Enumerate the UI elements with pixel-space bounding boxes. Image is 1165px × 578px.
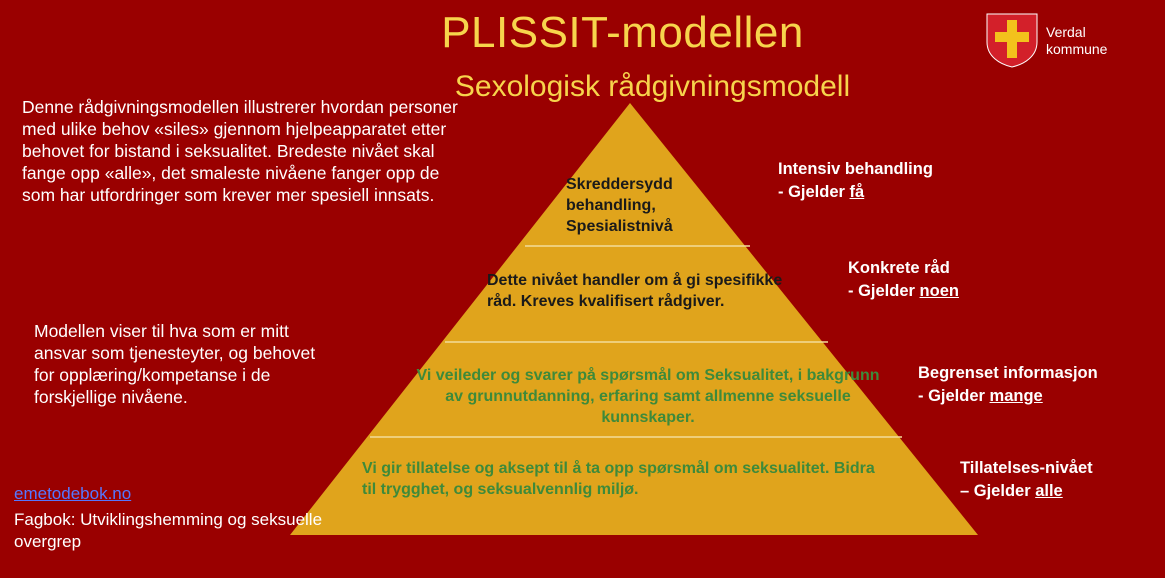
side-label-prefix: - Gjelder [848, 282, 920, 300]
logo-line-2: kommune [1046, 41, 1108, 57]
logo-line-1: Verdal [1046, 24, 1086, 40]
side-label-prefix: – Gjelder [960, 482, 1036, 500]
intro-text: Denne rådgivningsmodellen illustrerer hvordan personer med ulike behov «siles» gjennom hjelpeapparatet etter behovet for bistand i seksualitet. Bredeste nivået skal fange opp «alle», det smaleste nivåene fanger opp de som har utfordringer som krever mer spesiell innsats. [22, 97, 458, 205]
page-subtitle: Sexologisk rådgivningsmodell [454, 70, 851, 103]
side-label-scope: noen [919, 282, 959, 300]
pyramid-level-4-text: Vi gir tillatelse og aksept til å ta opp spørsmål om seksualitet. Bidra til trygghet, og seksualvennlig miljø. [362, 460, 875, 498]
side-label-scope-line [778, 181, 933, 204]
page-title: PLISSIT-modellen [441, 8, 804, 57]
side-label-scope: alle [1035, 482, 1063, 500]
pyramid-level-3-text: Vi veileder og svarer på spørsmål om Seksualitet, i bakgrunn av grunnutdanning, erfaring samt allmenne seksuelle kunnskaper. [416, 367, 880, 426]
side-label-prefix: - Gjelder [918, 387, 990, 405]
side-label-concrete [848, 257, 959, 303]
side-label-scope: få [849, 183, 865, 201]
side-label-scope-line [918, 385, 1098, 408]
side-label-title: Begrenset informasjon [918, 364, 1098, 382]
side-label-limited [918, 362, 1098, 408]
book-reference: Fagbok: Utviklingshemming og seksuelle overgrep [14, 510, 323, 551]
pyramid-level-2-text: Dette nivået handler om å gi spesifikke råd. Kreves kvalifisert rådgiver. [487, 272, 783, 310]
pyramid-level-1-text: Skreddersydd behandling, Spesialistnivå [566, 176, 673, 235]
responsibility-text: Modellen viser til hva som er mitt ansvar som tjenesteyter, og behovet for opplæring/kompetanse i de forskjellige nivåene. [34, 321, 316, 407]
side-label-scope: mange [989, 387, 1043, 405]
logo-text [1046, 24, 1107, 58]
side-label-scope-line [848, 280, 959, 303]
emetodebok-link[interactable]: emetodebok.no [14, 484, 132, 503]
side-label-title: Tillatelses-nivået [960, 459, 1093, 477]
side-label-scope-line [960, 480, 1093, 503]
side-label-permission [960, 457, 1093, 503]
side-label-prefix: - Gjelder [778, 183, 850, 201]
side-label-title: Intensiv behandling [778, 160, 933, 178]
side-label-title: Konkrete råd [848, 259, 950, 277]
side-label-intensive [778, 158, 933, 204]
